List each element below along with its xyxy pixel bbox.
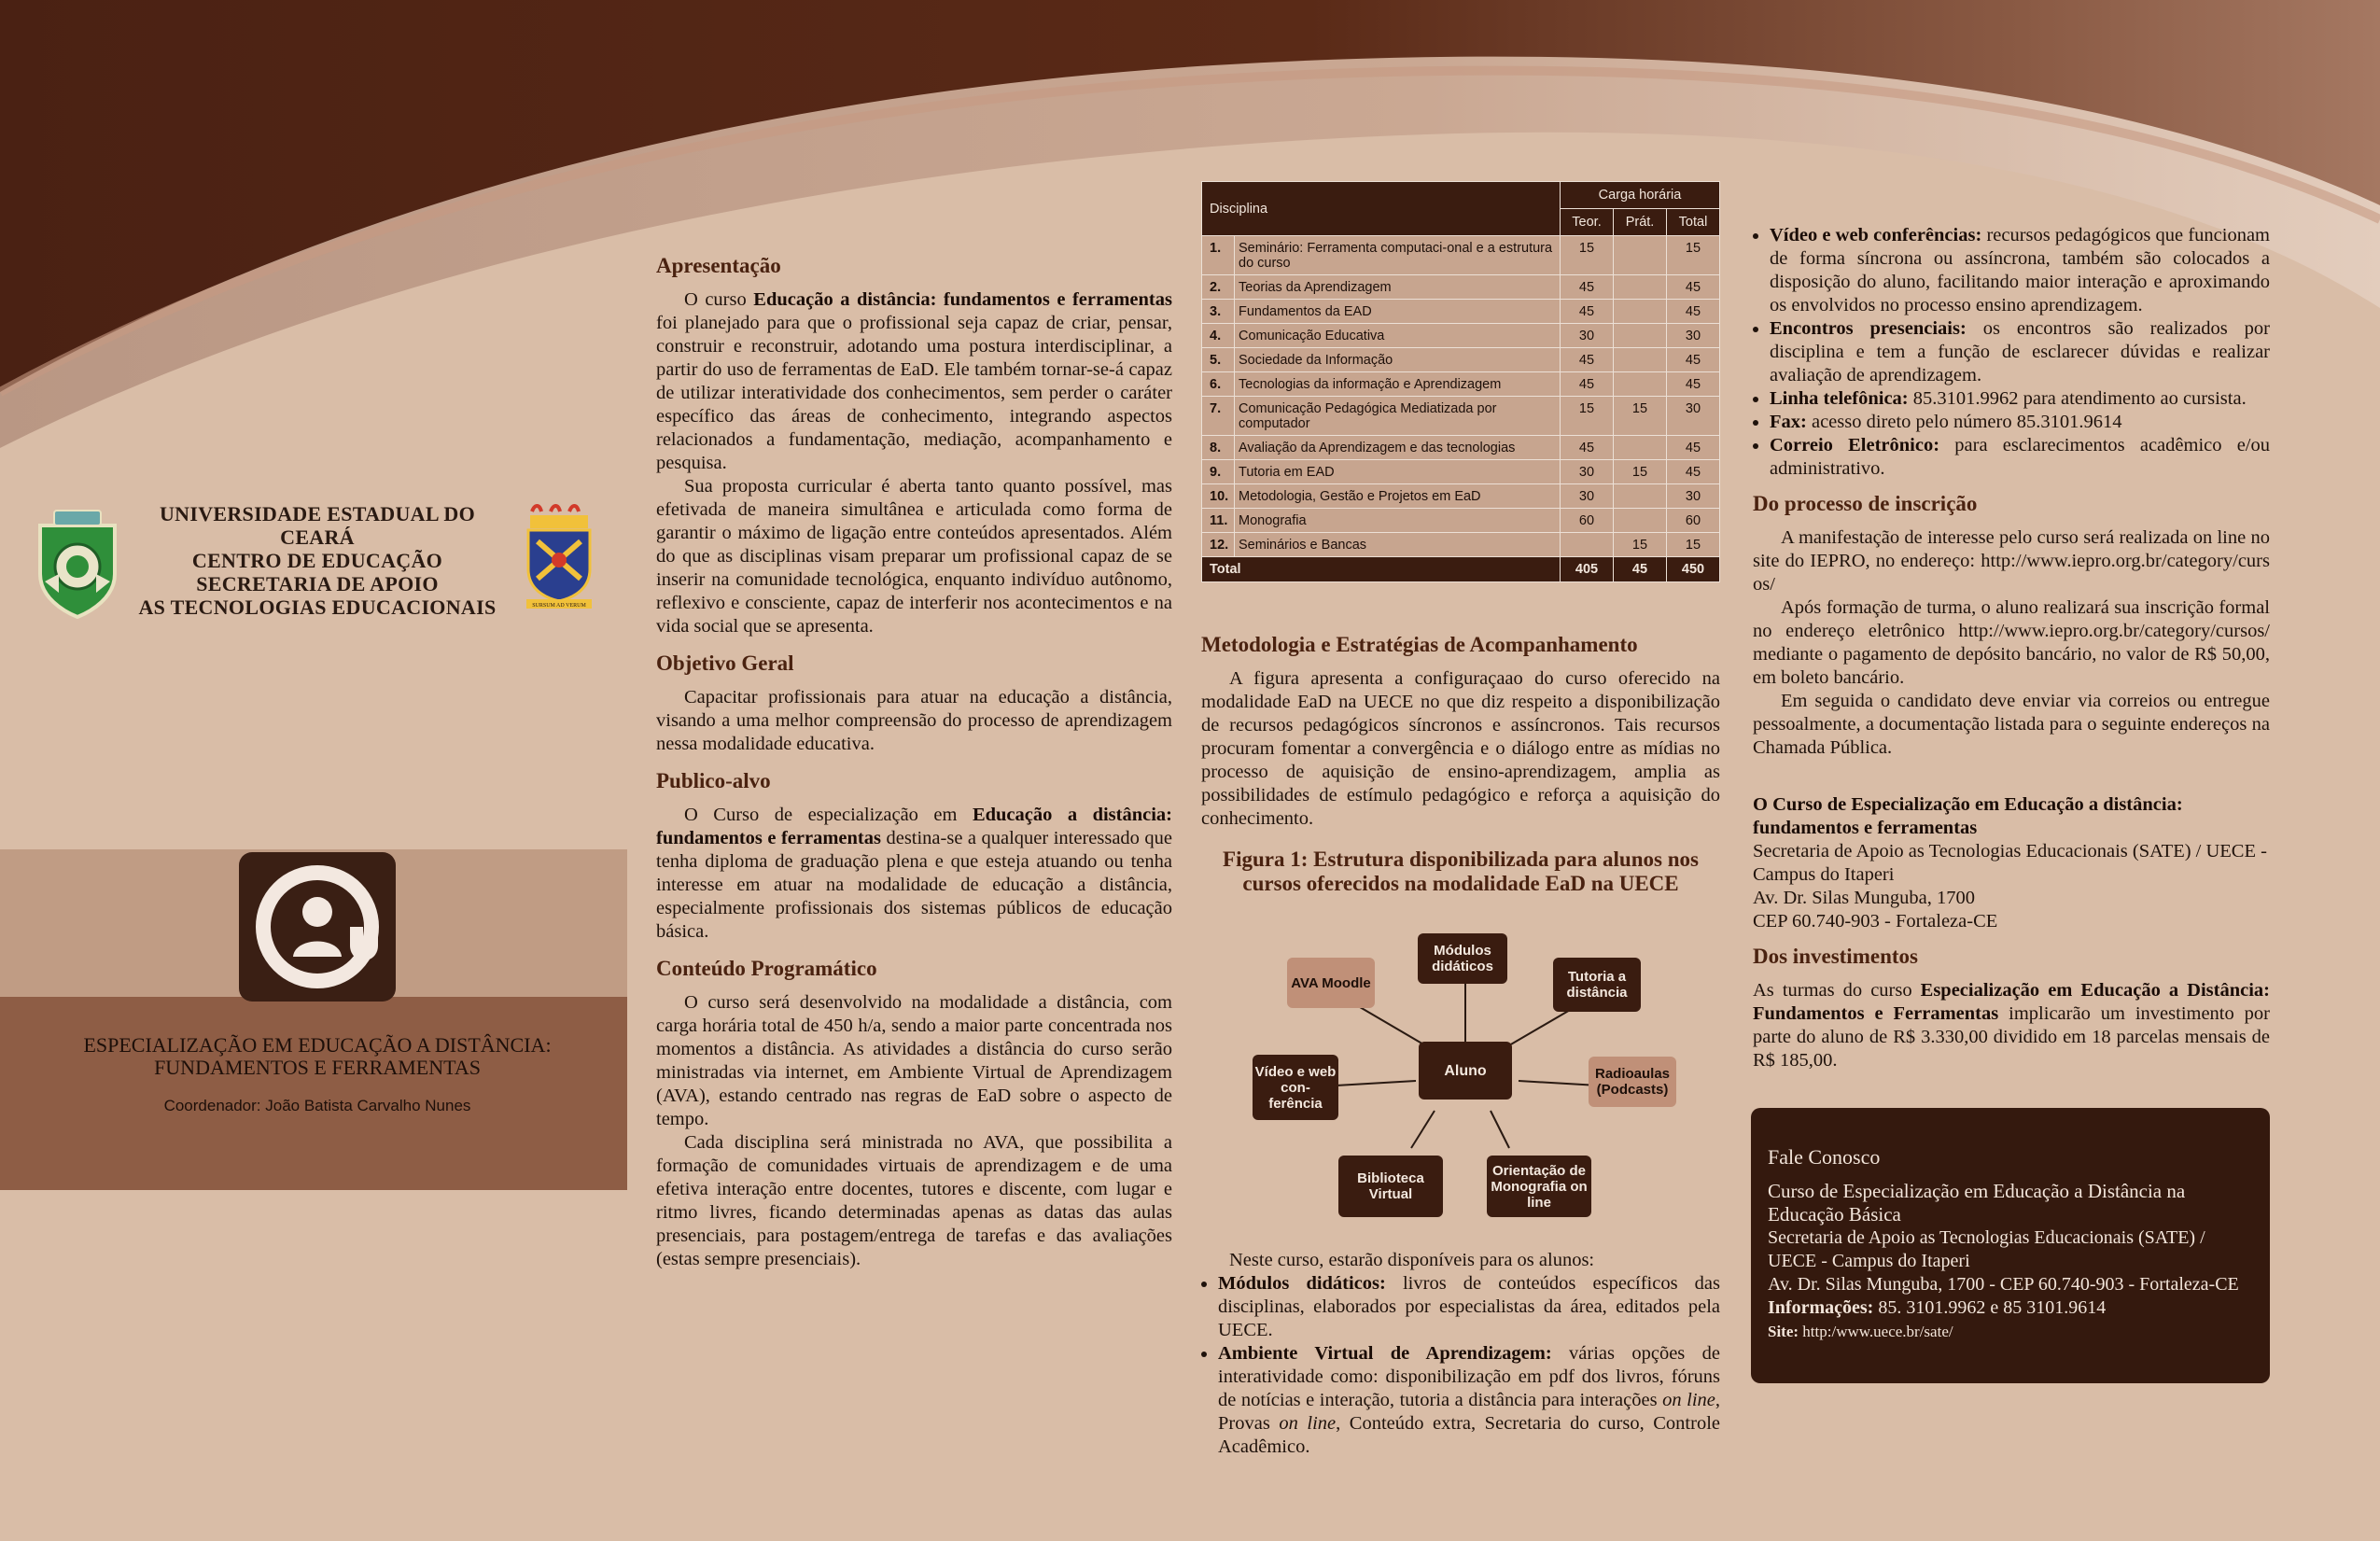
row-number: 9. (1202, 460, 1235, 484)
row-total: 15 (1667, 533, 1720, 557)
row-total: 45 (1667, 372, 1720, 397)
paragraph: Cada disciplina será ministrada no AVA, que possibilita a formação de comunidades virtuais de aprendizagem e de uma efetiva interação entre docentes, tutores e discente, com lugar e ritmo livres, ficando determinadas apenas as datas das aulas presenciais, para postagem/entrega de tarefas e das avaliações (estas sempre presenciais). (656, 1132, 1172, 1269)
text: , Provas (1218, 1390, 1720, 1434)
paragraph (656, 288, 1172, 475)
node-tutoria: Tutoria a distância (1553, 958, 1641, 1012)
row-number: 1. (1202, 236, 1235, 275)
bold-text: Ambiente Virtual de Aprendizagem: (1218, 1343, 1552, 1364)
italic-text: on line (1662, 1390, 1715, 1410)
text: para esclarecimentos acadêmico e/ou administrativo. (1770, 435, 2270, 479)
paragraph: Sua proposta curricular é aberta tanto quanto possível, mas efetivada de maneira simultânea e articulada como forma de garantir o máximo de ligação entre conteúdos apresentados. Além do que as disciplinas visam preparar um profissional capaz de se inserir na comunidade tecnológica, enquanto indivíduo autônomo, reflexivo e consciente, capaz de interferir nos acontecimentos e na vida social que se apresenta. (656, 476, 1172, 637)
row-number: 2. (1202, 275, 1235, 300)
row-teor: 30 (1561, 460, 1614, 484)
text: acesso direto pelo número 85.3101.9614 (1806, 412, 2122, 432)
row-discipline: Sociedade da Informação (1235, 348, 1561, 372)
contact-title: Fale Conosco (1768, 1145, 1881, 1169)
at-sign-person-icon (239, 852, 396, 1002)
section-title-investimentos: Dos investimentos (1753, 945, 1918, 968)
bold-text: Educação a distância: fundamentos e ferramentas (656, 805, 1172, 848)
address-line: Secretaria de Apoio as Tecnologias Educacionais (SATE) / UECE - Campus do Itaperi (1753, 841, 2267, 885)
list-item (1770, 434, 2270, 481)
column-2 (1201, 633, 1720, 896)
node-radio: Radioaulas (Podcasts) (1589, 1057, 1676, 1107)
section-title-inscricao: Do processo de inscrição (1753, 492, 1978, 515)
node-video: Vídeo e web con- ferência (1253, 1055, 1338, 1120)
table-row (1202, 348, 1720, 372)
course-title-line: ESPECIALIZAÇÃO EM EDUCAÇÃO A DISTÂNCIA: (83, 1033, 552, 1057)
total-teor: 405 (1561, 557, 1614, 582)
row-total: 30 (1667, 324, 1720, 348)
header-total: Total (1667, 209, 1720, 236)
row-number: 4. (1202, 324, 1235, 348)
contact-line: Av. Dr. Silas Munguba, 1700 - CEP 60.740-903 - Fortaleza-CE (1768, 1274, 2239, 1295)
list-item (1770, 387, 2270, 411)
row-prat: 15 (1614, 533, 1667, 557)
text: recursos pedagógicos que funcionam de forma síncrona ou assíncrona, também são colocados a disposição do aluno, facilitando maior interação e aproximando os envolvidos no processo ensino aprendizagem. (1770, 225, 2270, 315)
row-discipline: Tutoria em EAD (1235, 460, 1561, 484)
row-teor: 45 (1561, 436, 1614, 460)
text: implicarão um investimento por parte do aluno de R$ 3.330,00 dividido em 18 parcelas mensais de R$ 185,00. (1753, 1003, 2270, 1071)
row-teor: 60 (1561, 509, 1614, 533)
row-total: 45 (1667, 348, 1720, 372)
university-line: CENTRO DE EDUCAÇÃO (191, 549, 443, 572)
resources-list-continued (1753, 224, 2270, 481)
header-prat: Prát. (1614, 209, 1667, 236)
address-block (1753, 793, 2270, 933)
row-teor (1561, 533, 1614, 557)
row-teor: 45 (1561, 275, 1614, 300)
bold-text: Educação a distância: fundamentos e ferramentas (753, 289, 1172, 310)
table-body (1202, 236, 1720, 582)
course-title (56, 1034, 579, 1079)
row-total: 45 (1667, 460, 1720, 484)
bold-text: Correio Eletrônico: (1770, 435, 1940, 455)
row-discipline: Fundamentos da EAD (1235, 300, 1561, 324)
section-title-metodologia: Metodologia e Estratégias de Acompanhamento (1201, 633, 1638, 656)
section-title-publico: Publico-alvo (656, 769, 771, 792)
row-prat: 15 (1614, 460, 1667, 484)
contact-line: Secretaria de Apoio as Tecnologias Educacionais (SATE) / UECE - Campus do Itaperi (1768, 1227, 2205, 1271)
total-label: Total (1202, 557, 1561, 582)
table-row (1202, 436, 1720, 460)
header-disciplina: Disciplina (1202, 182, 1561, 236)
contact-info (1768, 1296, 2253, 1320)
contact-site (1768, 1320, 2253, 1343)
header-carga: Carga horária (1561, 182, 1720, 209)
row-teor: 30 (1561, 324, 1614, 348)
text: 85.3101.9962 para atendimento ao cursista. (1908, 388, 2247, 409)
text: foi planejado para que o profissional seja capaz de criar, pensar, construir e reconstruir, adotando uma postura interdisciplinar, a partir do uso de ferramentas de EaD. Ele também tornar-se-á capaz de utilizar interatividade dos conhecimentos, sem perder o caráter específico das áreas de conhecimento, integrando aspectos relacionados a fundamentação, mediação, acompanhamento e pesquisa. (656, 313, 1172, 473)
table-row (1202, 275, 1720, 300)
text: 85. 3101.9962 e 85 3101.9614 (1873, 1297, 2107, 1318)
row-prat (1614, 348, 1667, 372)
paragraph: Capacitar profissionais para atuar na educação a distância, visando a uma melhor compreensão do processo de aprendizagem nessa modalidade educativa. (656, 687, 1172, 754)
paragraph: Neste curso, estarão disponíveis para os alunos: (1229, 1250, 1595, 1270)
row-discipline: Metodologia, Gestão e Projetos em EaD (1235, 484, 1561, 509)
paragraph: A manifestação de interesse pelo curso será realizada on line no site do IEPRO, no endereço: http://www.iepro.org.br/category/cursos/ (1753, 527, 2270, 595)
section-title-conteudo: Conteúdo Programático (656, 957, 877, 980)
row-teor: 30 (1561, 484, 1614, 509)
text: As turmas do curso (1753, 980, 1921, 1001)
contact-box (1751, 1108, 2270, 1383)
text: os encontros são realizados por disciplina e tem a função de esclarecer dúvidas e realizar avaliação de aprendizagem. (1770, 318, 2271, 385)
row-discipline: Teorias da Aprendizagem (1235, 275, 1561, 300)
row-prat (1614, 324, 1667, 348)
row-number: 7. (1202, 397, 1235, 436)
row-number: 5. (1202, 348, 1235, 372)
bold-text: Módulos didáticos: (1218, 1273, 1386, 1294)
total-prat: 45 (1614, 557, 1667, 582)
row-total: 30 (1667, 484, 1720, 509)
section-title-apresentacao: Apresentação (656, 254, 781, 277)
row-prat (1614, 300, 1667, 324)
list-item (1218, 1272, 1720, 1342)
row-teor: 15 (1561, 397, 1614, 436)
row-prat (1614, 484, 1667, 509)
text: várias opções de interatividade como: disponibilização em pdf dos livros, fóruns de notícias e interação, tutoria a distância para interações (1218, 1343, 1720, 1410)
list-item (1770, 224, 2270, 317)
row-discipline: Comunicação Educativa (1235, 324, 1561, 348)
row-prat (1614, 275, 1667, 300)
row-teor: 45 (1561, 300, 1614, 324)
contact-line: Curso de Especialização em Educação a Distância na Educação Básica (1768, 1180, 2186, 1226)
university-line: SECRETARIA DE APOIO (196, 572, 439, 595)
text: , Conteúdo extra, Secretaria do curso, Controle Acadêmico. (1218, 1413, 1720, 1457)
row-total: 45 (1667, 436, 1720, 460)
table-row (1202, 509, 1720, 533)
text: O curso (684, 289, 754, 310)
paragraph: A figura apresenta a configuraçaao do curso oferecido na modalidade EaD na UECE no que diz respeito a disponibilização de recursos pedagógicos síncronos e assíncronos. Tais recursos procuram fomentar a convergência e o diálogo entre as mídias no processo de aquisição de ensino-aprendizagem, amplia as possibilidades de estímulo pedagógico e reforça a aquisição do conhecimento. (1201, 668, 1720, 829)
row-prat (1614, 372, 1667, 397)
row-teor: 45 (1561, 372, 1614, 397)
row-discipline: Seminários e Bancas (1235, 533, 1561, 557)
structure-diagram (1201, 924, 1720, 1223)
header-teor: Teor. (1561, 209, 1614, 236)
node-ava: AVA Moodle (1287, 958, 1375, 1008)
row-number: 12. (1202, 533, 1235, 557)
paragraph: O curso será desenvolvido na modalidade a distância, com carga horária total de 450 h/a, sendo a maior parte concentrada nos momentos a distância. As atividades a distância do curso serão ministradas via internet, em Ambiente Virtual de Aprendizagem (AVA), estando centrado nas regras de EaD sobre o aspecto de tempo. (656, 992, 1172, 1129)
row-prat (1614, 509, 1667, 533)
column-2-resources (1201, 1249, 1720, 1459)
table-row (1202, 484, 1720, 509)
row-prat (1614, 436, 1667, 460)
row-total: 45 (1667, 300, 1720, 324)
address-title: O Curso de Especialização em Educação a distância: fundamentos e ferramentas (1753, 794, 2183, 838)
caption-line: cursos oferecidos na modalidade EaD na UECE (1242, 872, 1679, 895)
university-name (121, 502, 513, 619)
text: livros de conteúdos específicos das disciplinas, elaborados por especialistas da área, editados pela UECE. (1218, 1273, 1721, 1340)
figure-caption (1201, 848, 1720, 896)
node-modulos: Módulos didáticos (1418, 933, 1507, 984)
resources-list (1201, 1272, 1720, 1459)
list-item (1218, 1342, 1720, 1459)
caption-line: Figura 1: Estrutura disponibilizada para alunos nos (1223, 848, 1699, 871)
row-prat (1614, 236, 1667, 275)
text: destina-se a qualquer interessado que tenha diploma de graduação plena e que esteja atuando ou tenha interesse em atuar na modalidade de educação a distância, especialmente profissionais dos sistemas públicos de educação básica. (656, 828, 1173, 942)
bold-text: Informações: (1768, 1297, 1874, 1318)
course-title-line: FUNDAMENTOS E FERRAMENTAS (154, 1056, 481, 1079)
course-logo (239, 852, 396, 1002)
bold-text: Especialização em Educação a Distância: Fundamentos e Ferramentas (1753, 980, 2270, 1024)
table-row (1202, 236, 1720, 275)
address-line: CEP 60.740-903 - Fortaleza-CE (1753, 911, 1998, 932)
bold-text: Site: (1768, 1323, 1799, 1340)
row-number: 3. (1202, 300, 1235, 324)
uece-shield-logo (35, 509, 119, 619)
row-prat: 15 (1614, 397, 1667, 436)
cover-band-dark (0, 997, 627, 1190)
text: O Curso de especialização em (684, 805, 973, 825)
crest-motto: SURSUM AD VERUM (532, 603, 586, 609)
row-number: 8. (1202, 436, 1235, 460)
section-title-objetivo: Objetivo Geral (656, 651, 794, 675)
paragraph (1753, 979, 2270, 1072)
paragraph: Em seguida o candidato deve enviar via correios ou entregue pessoalmente, a documentação listada para o seguinte endereços na Chamada Pública. (1753, 691, 2270, 758)
table-row (1202, 300, 1720, 324)
row-discipline: Comunicação Pedagógica Mediatizada por computador (1235, 397, 1561, 436)
table-total-row (1202, 557, 1720, 582)
list-item (1770, 411, 2270, 434)
university-line: AS TECNOLOGIAS EDUCACIONAIS (138, 595, 497, 619)
row-number: 11. (1202, 509, 1235, 533)
row-discipline: Monografia (1235, 509, 1561, 533)
bold-text: Vídeo e web conferências: (1770, 225, 1982, 245)
row-total: 60 (1667, 509, 1720, 533)
table-row (1202, 460, 1720, 484)
row-teor: 45 (1561, 348, 1614, 372)
coordinator: Coordenador: João Batista Carvalho Nunes (163, 1097, 471, 1114)
list-item (1770, 317, 2270, 387)
column-1 (656, 254, 1172, 1271)
bold-text: Linha telefônica: (1770, 388, 1909, 409)
row-number: 6. (1202, 372, 1235, 397)
row-total: 15 (1667, 236, 1720, 275)
bold-text: Fax: (1770, 412, 1807, 432)
row-total: 45 (1667, 275, 1720, 300)
paragraph: Após formação de turma, o aluno realizará sua inscrição formal no endereço eletrônico http://www.iepro.org.br/category/cursos/ mediante o pagamento de depósito bancário, no valor de R$ 50,00, em boleto bancário. (1753, 597, 2270, 688)
table-row (1202, 533, 1720, 557)
row-total: 30 (1667, 397, 1720, 436)
row-teor: 15 (1561, 236, 1614, 275)
node-biblioteca: Biblioteca Virtual (1338, 1156, 1443, 1217)
site-link[interactable]: http:/www.uece.br/sate/ (1799, 1323, 1953, 1340)
table-row (1202, 397, 1720, 436)
bold-text: Encontros presenciais: (1770, 318, 1967, 339)
table-row (1202, 372, 1720, 397)
row-number: 10. (1202, 484, 1235, 509)
row-discipline: Avaliação da Aprendizagem e das tecnologias (1235, 436, 1561, 460)
university-crest-logo (521, 504, 597, 611)
node-aluno: Aluno (1419, 1042, 1512, 1100)
row-discipline: Tecnologias da informação e Aprendizagem (1235, 372, 1561, 397)
node-orientacao: Orientação de Monografia on line (1487, 1156, 1591, 1217)
paragraph (656, 804, 1172, 944)
total-total: 450 (1667, 557, 1720, 582)
table-row (1202, 324, 1720, 348)
address-line: Av. Dr. Silas Munguba, 1700 (1753, 888, 1976, 908)
disciplines-table (1201, 181, 1720, 582)
italic-text: on line (1279, 1413, 1337, 1434)
row-discipline: Seminário: Ferramenta computaci-onal e a estrutura do curso (1235, 236, 1561, 275)
column-3 (1753, 224, 2270, 1072)
university-line: UNIVERSIDADE ESTADUAL DO CEARÁ (159, 502, 476, 549)
